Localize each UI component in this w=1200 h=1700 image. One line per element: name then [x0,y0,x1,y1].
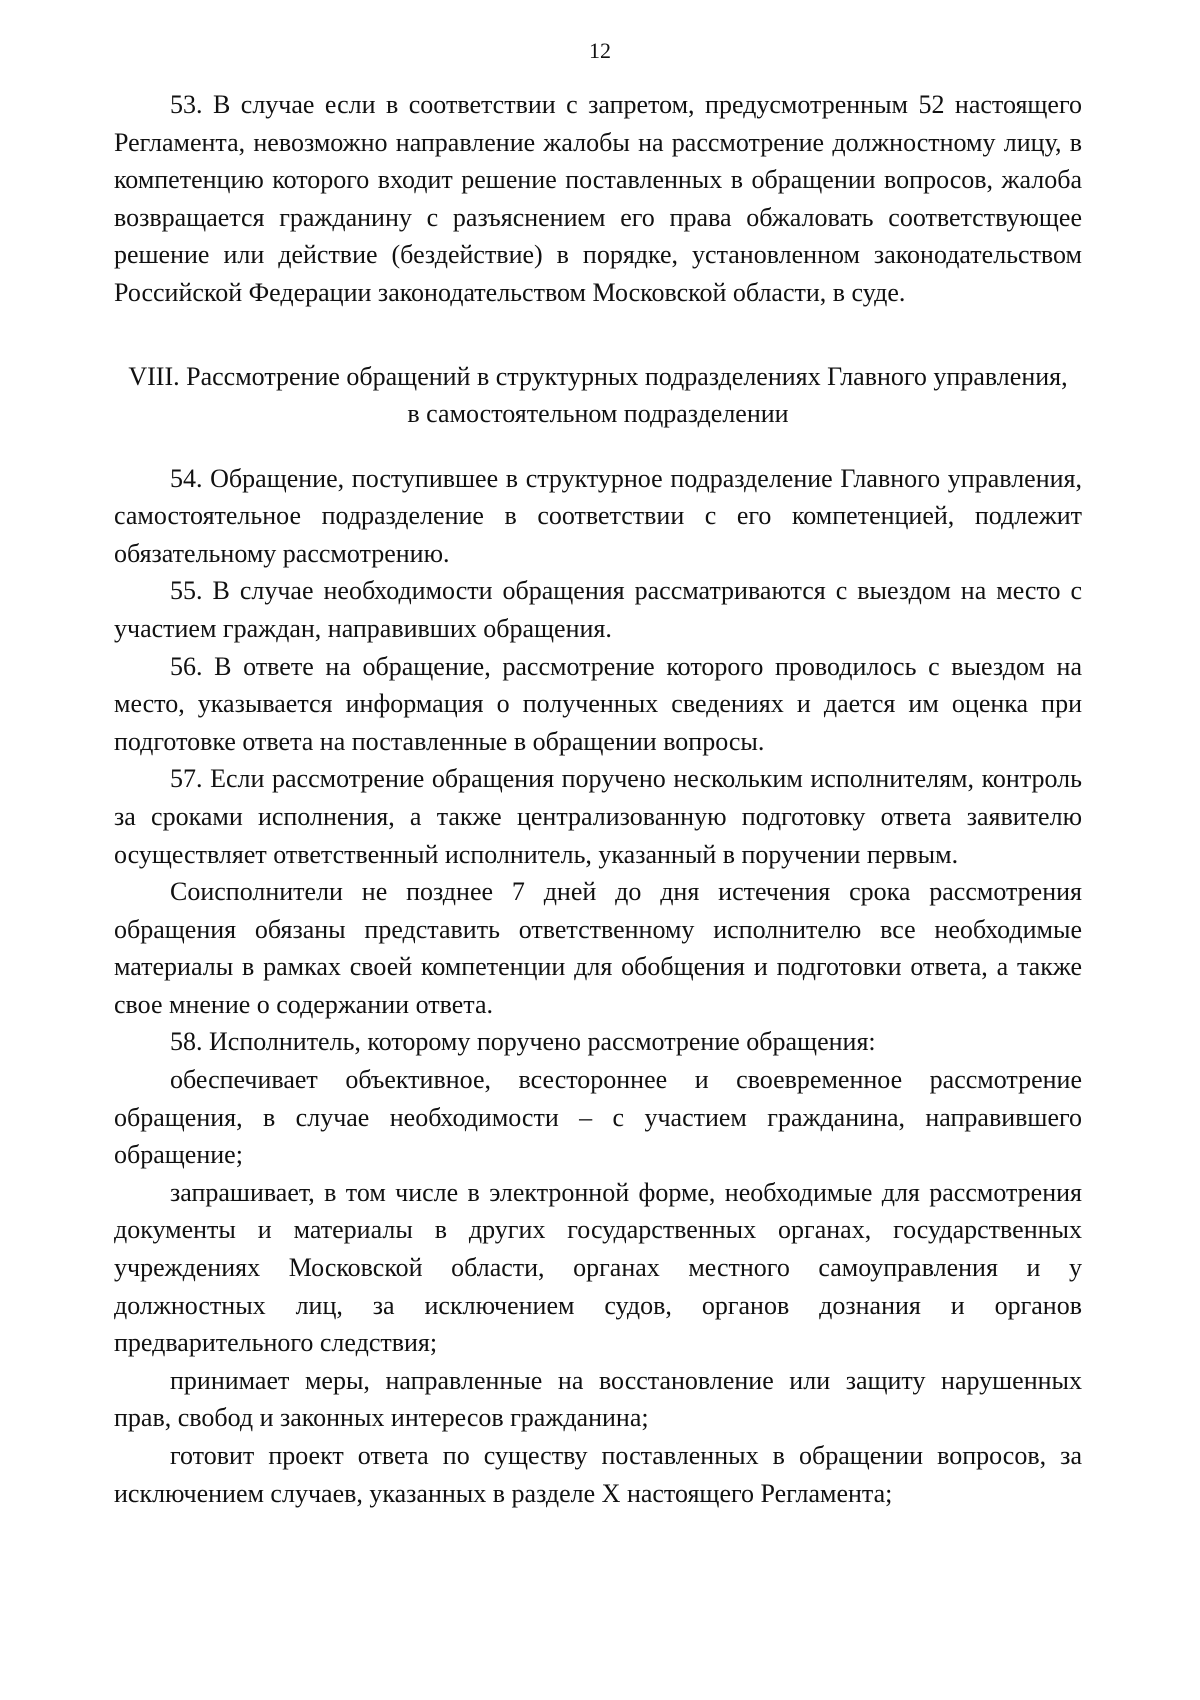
document-body [114,86,1082,1512]
paragraph-55: 55. В случае необходимости обращения рассматриваются с выездом на место с участием граждан, направивших обращения. [114,576,1082,643]
paragraph-54: 54. Обращение, поступившее в структурное подразделение Главного управления, самостоятельное подразделение в соответствии с его компетенцией, подлежит обязательному рассмотрению. [114,463,1082,568]
section-heading [114,358,1082,432]
section-heading-line-2: в самостоятельном подразделении [407,398,789,428]
paragraph-co-executors: Соисполнители не позднее 7 дней до дня истечения срока рассмотрения обращения обязаны представить ответственному исполнителю все необходимые материалы в рамках своей компетенции для обобщения и подготовки ответа, а также свое мнение о содержании ответа. [114,877,1082,1019]
paragraph-56: 56. В ответе на обращение, рассмотрение которого проводилось с выездом на место, указывается информация о полученных сведениях и дается им оценка при подготовке ответа на поставленные в обращении вопросы. [114,651,1082,756]
paragraph-58-item-3: принимает меры, направленные на восстановление или защиту нарушенных прав, свобод и законных интересов гражданина; [114,1365,1082,1433]
paragraph-58-item-2: запрашивает, в том числе в электронной форме, необходимые для рассмотрения документы и материалы в других государственных органах, государственных учреждениях Московской области, органах местного самоуправления и у должностных лиц, за исключением судов, органов дознания и органов предварительного следствия; [114,1177,1082,1358]
page-number: 12 [589,38,611,63]
paragraph-57: 57. Если рассмотрение обращения поручено нескольким исполнителям, контроль за сроками исполнения, а также централизованную подготовку ответа заявителю осуществляет ответственный исполнитель, указанный в поручении первым. [114,764,1082,869]
paragraph-58-item-4: готовит проект ответа по существу поставленных в обращении вопросов, за исключением случаев, указанных в разделе X настоящего Регламента; [114,1441,1082,1508]
paragraph-58-item-1: обеспечивает объективное, всестороннее и своевременное рассмотрение обращения, в случае необходимости – с участием гражданина, направившего обращение; [114,1065,1082,1170]
paragraph-58: 58. Исполнитель, которому поручено рассмотрение обращения: [170,1027,876,1057]
paragraph-53: 53. В случае если в соответствии с запретом, предусмотренным 52 настоящего Регламента, невозможно направление жалобы на рассмотрение должностному лицу, в компетенцию которого входит решение поставленных в обращении вопросов, жалоба возвращается гражданину с разъяснением его права обжаловать соответствующее решение или действие (бездействие) в порядке, установленном законодательством Российской Федерации законодательством Московской области, в суде. [114,90,1082,307]
section-heading-line-1: VIII. Рассмотрение обращений в структурных подразделениях Главного управления, [128,361,1068,391]
